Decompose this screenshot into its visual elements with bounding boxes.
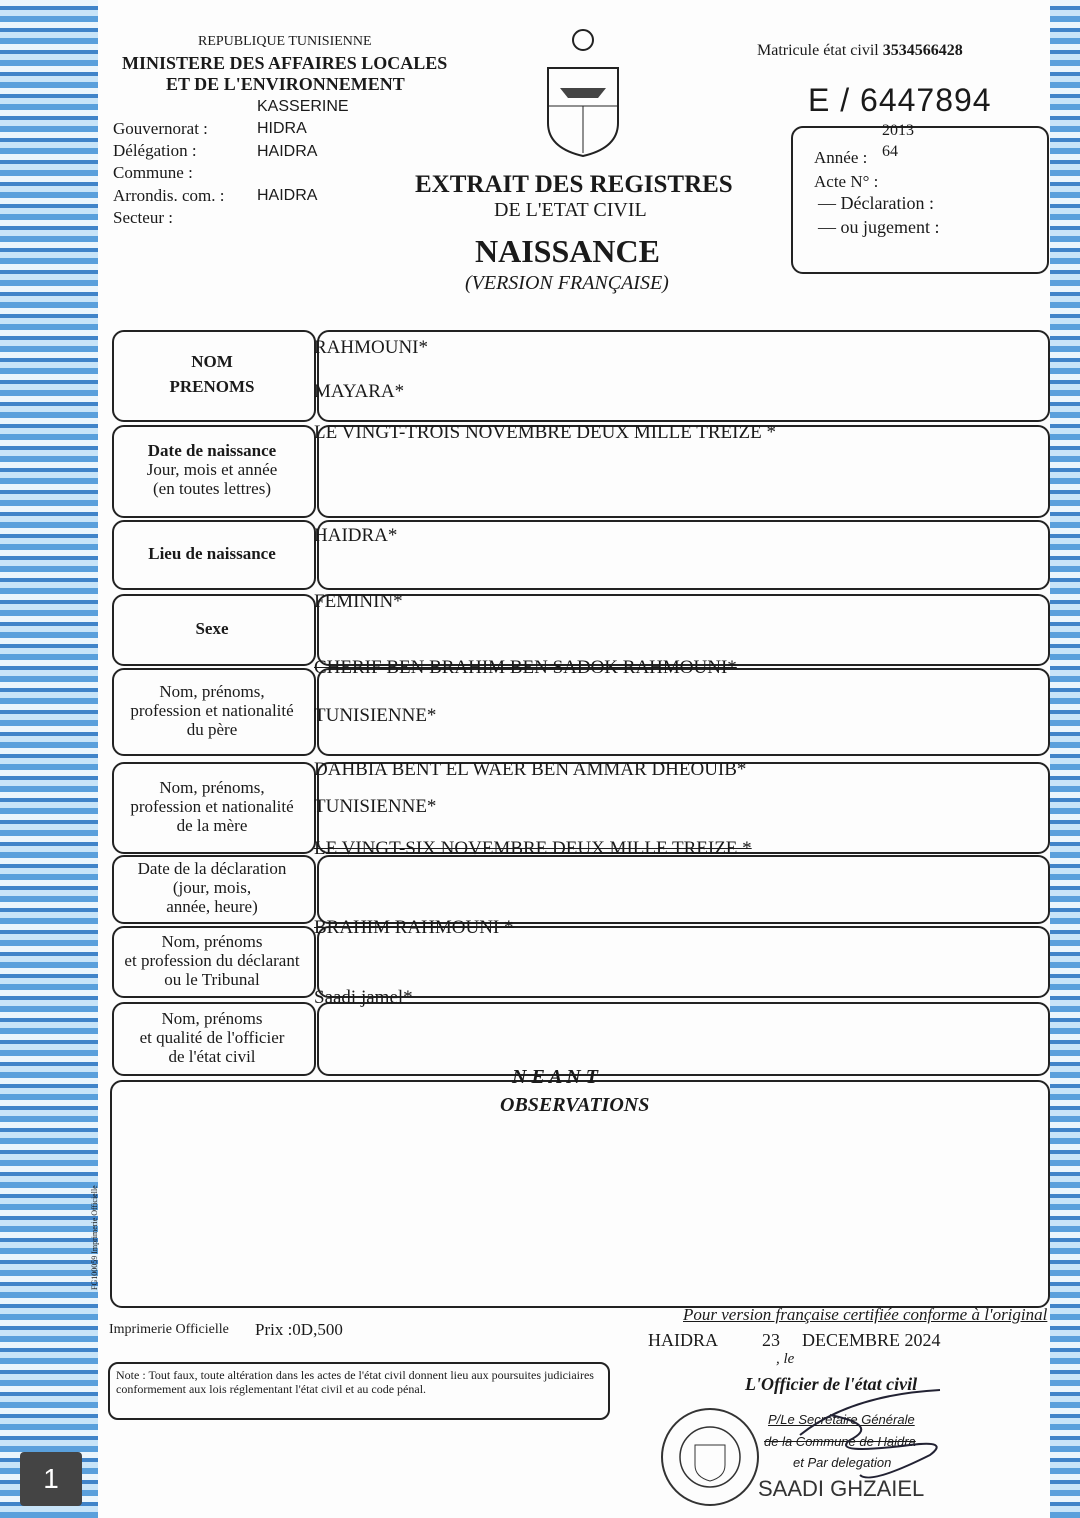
officer-title: L'Officier de l'état civil [745, 1374, 918, 1394]
version-label: (VERSION FRANÇAISE) [465, 272, 669, 294]
arrondis-value: HAIDRA [257, 187, 318, 204]
stamp-line2: de la Commune de Haidra [764, 1434, 916, 1449]
declarant-value-1: BRAHIM RAHMOUNI * [314, 917, 514, 938]
issue-day: 23 [762, 1330, 780, 1350]
ministry-line1: MINISTERE DES AFFAIRES LOCALES [122, 53, 448, 73]
mere-label: Nom, prénoms, profession et nationalité de la mère [130, 777, 294, 835]
nom-label: NOM [191, 352, 233, 371]
decorative-border-right [1050, 0, 1080, 1518]
gouvernorat-label: Gouvernorat : [113, 119, 208, 138]
page-number-badge: 1 [20, 1452, 82, 1506]
officier-value-box [317, 1002, 1050, 1076]
delegation-label: Délégation : [113, 141, 197, 160]
gouvernorat-value: KASSERINE [257, 98, 349, 115]
sexe-label: Sexe [195, 618, 229, 638]
officier-label: Nom, prénoms et qualité de l'officier de l'état civil [139, 1008, 285, 1066]
issue-place: HAIDRA [648, 1330, 718, 1350]
observations-label: OBSERVATIONS [500, 1094, 650, 1116]
signature [790, 1385, 970, 1495]
certified-copy-note: Pour version française certifiée conforme à l'original [683, 1305, 1048, 1324]
sexe-value-box [317, 594, 1050, 666]
pere-value-2: TUNISIENNE* [314, 705, 437, 726]
lieu-naissance-label: Lieu de naissance [148, 543, 276, 563]
stamp-line1: P/Le Secrétaire Générale [768, 1412, 915, 1427]
ministry-line2: ET DE L'ENVIRONNEMENT [166, 74, 405, 94]
annee-value: 2013 [882, 122, 914, 139]
mere-value-2: TUNISIENNE* [314, 796, 437, 817]
lieu-naissance-value-1: HAIDRA* [314, 525, 398, 546]
secteur-label: Secteur : [113, 208, 173, 227]
decorative-border-left [0, 0, 98, 1518]
date-le: , le [776, 1351, 795, 1367]
matricule-value: 3534566428 [882, 42, 963, 59]
legal-note: Note : Tout faux, toute altération dans les actes de l'état civil donnent lieu aux poursuites judiciaires conformement aux lois réglementant l'état civil et au code pénal. [116, 1368, 594, 1396]
declaration-label: — Déclaration : [818, 193, 934, 213]
date-declaration-label: Date de la déclaration (jour, mois, année, heure) [137, 859, 287, 916]
commune-label: Commune : [113, 163, 193, 182]
acte-value: 64 [882, 143, 898, 160]
lieu-naissance-value-box [317, 520, 1050, 590]
date-naissance-value-1: LE VINGT-TROIS NOVEMBRE DEUX MILLE TREIZE * [314, 422, 776, 443]
pere-value-1: CHERIF BEN BRAHIM BEN SADOK RAHMOUNI* [314, 657, 737, 678]
officier-value-1: Saadi jamel* [314, 987, 413, 1008]
official-seal [655, 1405, 765, 1510]
declarant-label: Nom, prénoms et profession du déclarant ou le Tribunal [124, 931, 300, 989]
date-naissance-label: Date de naissance [147, 441, 277, 460]
nom-prenoms-value-1: RAHMOUNI* [314, 337, 428, 358]
delegation-value: HIDRA [257, 120, 307, 137]
annee-label: Année : [814, 148, 868, 167]
matricule-label: Matricule état civil [757, 42, 879, 59]
stamp-line3: et Par delegation [793, 1455, 892, 1470]
sexe-value-1: FEMININ* [314, 591, 403, 612]
jugement-label: — ou jugement : [818, 217, 940, 237]
acte-label: Acte N° : [814, 172, 879, 191]
title-line1: EXTRAIT DES REGISTRES [415, 171, 733, 198]
price-label: Prix :0D,500 [255, 1320, 343, 1339]
arrondis-label: Arrondis. com. : [113, 186, 225, 205]
nom-prenoms-value-2: MAYARA* [314, 381, 405, 402]
republic-label: REPUBLIQUE TUNISIENNE [198, 34, 372, 49]
title-line2: DE L'ETAT CIVIL [494, 199, 647, 221]
tunisian-coat-of-arms [540, 28, 626, 158]
date-naissance-sublabel: Jour, mois et année (en toutes lettres) [146, 460, 278, 498]
issue-date: DECEMBRE 2024 [802, 1330, 941, 1350]
mere-value-1: DAHBIA BENT EL WAER BEN AMMAR DHEOUIB* [314, 759, 747, 780]
document-title: NAISSANCE [475, 233, 660, 269]
prenoms-label: PRENOMS [169, 377, 255, 396]
date-declaration-value-box [317, 855, 1050, 924]
date-declaration-value-1: LE VINGT-SIX NOVEMBRE DEUX MILLE TREIZE * [314, 838, 752, 859]
printer-label: Imprimerie Officielle [109, 1322, 229, 1337]
stamp-name: SAADI GHZAIEL [758, 1476, 925, 1501]
pere-label: Nom, prénoms, profession et nationalité du père [130, 681, 294, 739]
observations-value: N E A N T [512, 1066, 598, 1088]
side-print-code: FG100059 Imprimerie Officielle [90, 1185, 99, 1290]
serial-number: E / 6447894 [808, 82, 992, 118]
commune-value: HAIDRA [257, 143, 318, 160]
